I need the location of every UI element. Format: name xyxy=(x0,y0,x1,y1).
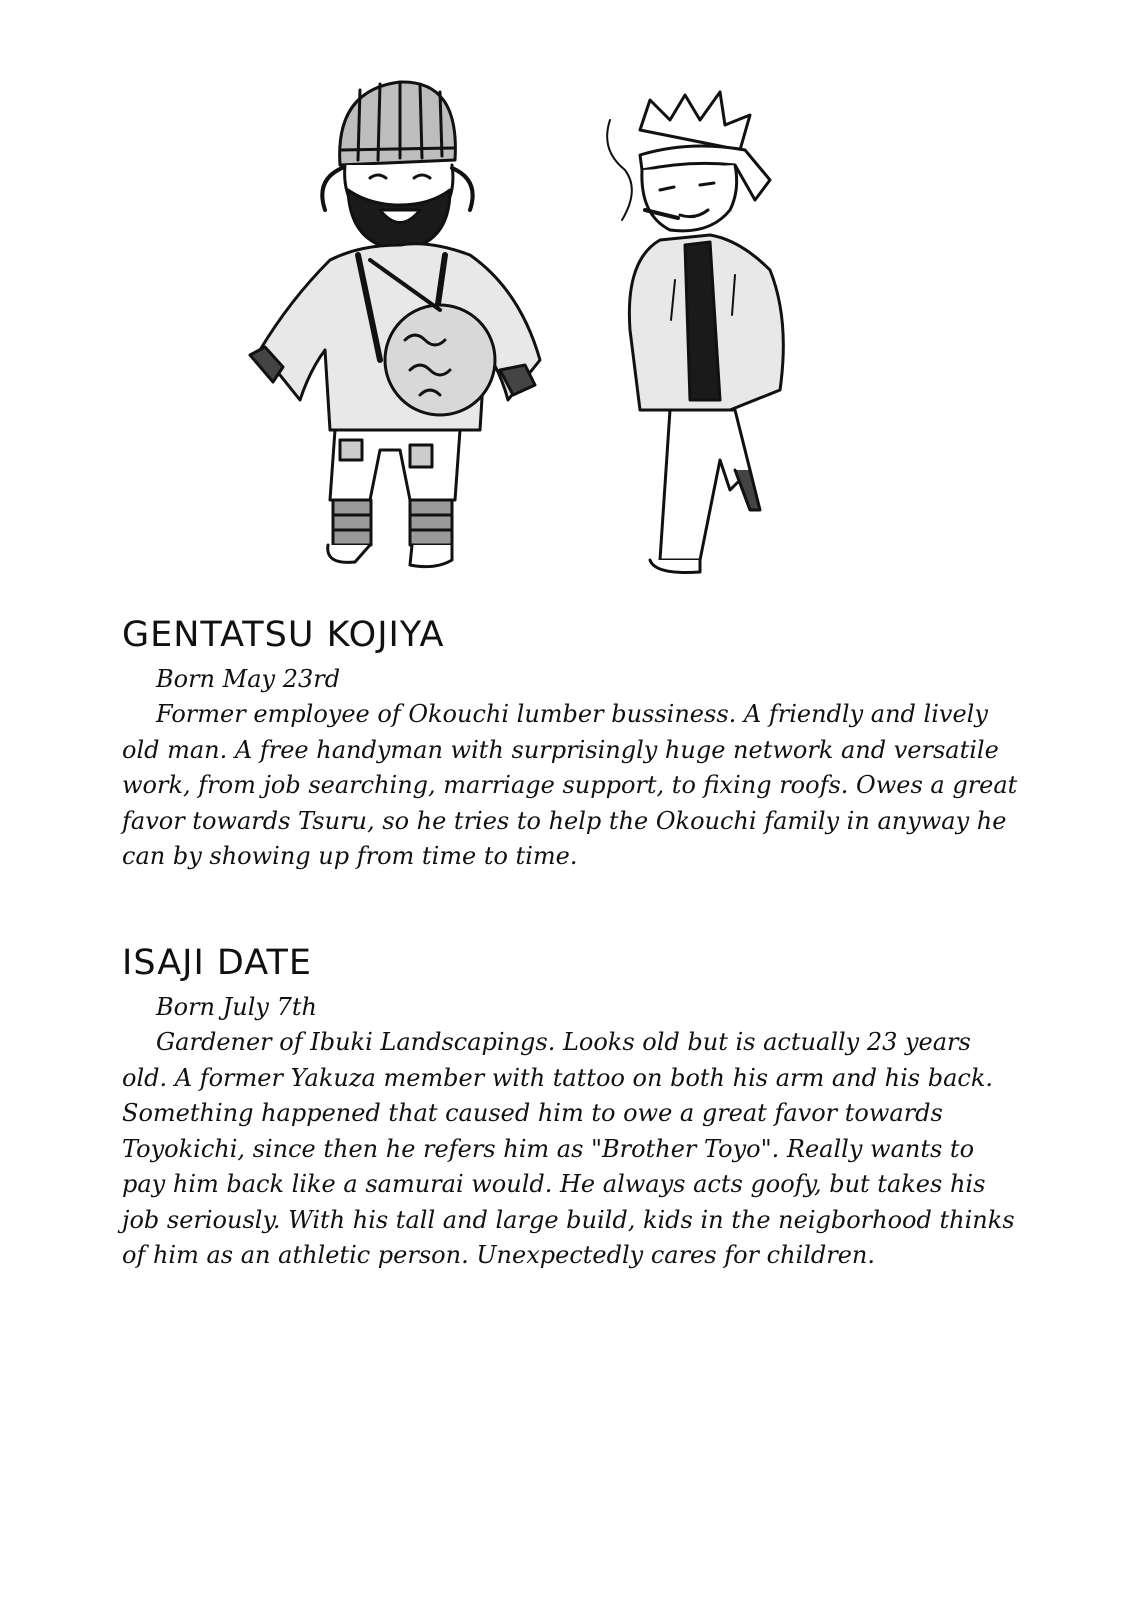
profile-isaji xyxy=(122,940,1022,1274)
birthday: Born May 23rd xyxy=(156,665,341,693)
character-description: Former employee of Okouchi lumber bussiness. A friendly and lively old man. A free handyman with surprisingly huge network and versatile work, from job searching, marriage support, to fixing roofs. Owes a great favor towards Tsuru, so he tries to help the Okouchi family in anyway he can by showing up from time to time. xyxy=(122,700,1018,870)
birthday: Born July 7th xyxy=(156,993,317,1021)
character-description: Gardener of Ibuki Landscapings. Looks old but is actually 23 years old. A former Yakuza member with tattoo on both his arm and his back. Something happened that caused him to owe a great favor towards Toyokichi, since then he refers him as "Brother Toyo". Really wants to pay him back like a samurai would. He always acts goofy, but takes his job seriously. With his tall and large build, kids in the neigborhood thinks of him as an athletic person. Unexpectedly cares for children. xyxy=(122,1028,1015,1269)
character-name: ISAJI DATE xyxy=(122,943,312,983)
character-name: GENTATSU KOJIYA xyxy=(122,615,445,655)
character-illustration xyxy=(230,70,830,590)
profile-gentatsu xyxy=(122,612,1022,875)
isaji-figure xyxy=(607,92,783,573)
gentatsu-figure xyxy=(250,82,540,567)
